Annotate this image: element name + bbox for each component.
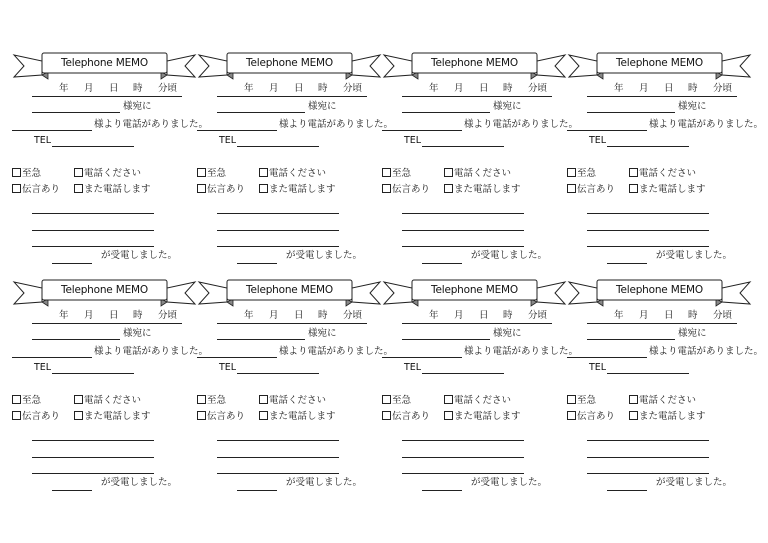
option-message: 伝言あり [382, 184, 430, 196]
tel-label: TEL [34, 362, 52, 373]
caller-suffix: 様より電話がありました。 [279, 119, 394, 130]
checkbox-icon [629, 184, 638, 193]
receiver-suffix: が受電しました。 [101, 477, 178, 488]
telephone-memo-card [382, 50, 579, 261]
checkbox-icon [197, 168, 206, 177]
hour-label: 時 [503, 310, 513, 321]
tel-label: TEL [34, 135, 52, 146]
checkbox-icon [259, 395, 268, 404]
caller-line [12, 357, 92, 358]
checkbox-icon [382, 168, 391, 177]
message-line-3 [32, 473, 154, 474]
message-line-2 [402, 230, 524, 231]
checkbox-icon [382, 411, 391, 420]
recipient-line [32, 112, 120, 113]
message-line-3 [402, 473, 524, 474]
caller-line [197, 357, 277, 358]
day-label: 日 [294, 310, 304, 321]
checkbox-icon [197, 411, 206, 420]
checkbox-icon [74, 184, 83, 193]
option-message: 伝言あり [197, 184, 245, 196]
memo-title: Telephone MEMO [246, 57, 333, 69]
message-line-2 [32, 230, 154, 231]
tel-line [237, 146, 319, 147]
receiver-line [237, 263, 277, 264]
checkbox-icon [444, 395, 453, 404]
option-will-call-again: また電話します [444, 184, 521, 196]
hour-label: 時 [688, 310, 698, 321]
checkbox-icon [12, 184, 21, 193]
checkbox-icon [567, 168, 576, 177]
checkbox-icon [74, 411, 83, 420]
option-call-back: 電話ください [74, 168, 141, 180]
day-label: 日 [479, 83, 489, 94]
checkbox-icon [444, 168, 453, 177]
month-label: 月 [639, 83, 649, 94]
caller-suffix: 様より電話がありました。 [649, 346, 764, 357]
message-line-3 [217, 473, 339, 474]
option-urgent: 至急 [12, 395, 41, 407]
title-ribbon [567, 277, 752, 309]
year-label: 年 [244, 83, 254, 94]
message-line-2 [32, 457, 154, 458]
receiver-line [237, 490, 277, 491]
message-line-3 [402, 246, 524, 247]
checkbox-icon [12, 411, 21, 420]
date-line [217, 323, 367, 324]
checkbox-icon [382, 395, 391, 404]
option-call-back: 電話ください [629, 395, 696, 407]
recipient-suffix: 様宛に [493, 101, 522, 112]
tel-line [52, 146, 134, 147]
year-label: 年 [244, 310, 254, 321]
title-ribbon [197, 277, 382, 309]
telephone-memo-card [197, 277, 394, 488]
checkbox-icon [74, 168, 83, 177]
memo-title: Telephone MEMO [616, 284, 703, 296]
tel-line [422, 146, 504, 147]
caller-line [12, 130, 92, 131]
tel-label: TEL [404, 135, 422, 146]
message-line-1 [32, 213, 154, 214]
option-will-call-again: また電話します [74, 184, 151, 196]
option-message: 伝言あり [12, 184, 60, 196]
day-label: 日 [109, 83, 119, 94]
date-line [32, 96, 182, 97]
tel-line [237, 373, 319, 374]
day-label: 日 [479, 310, 489, 321]
year-label: 年 [59, 310, 69, 321]
option-urgent: 至急 [567, 168, 596, 180]
receiver-suffix: が受電しました。 [656, 477, 733, 488]
recipient-suffix: 様宛に [308, 328, 337, 339]
message-line-2 [217, 457, 339, 458]
caller-line [567, 130, 647, 131]
hour-label: 時 [318, 310, 328, 321]
year-label: 年 [429, 83, 439, 94]
option-call-back: 電話ください [629, 168, 696, 180]
year-label: 年 [614, 310, 624, 321]
receiver-line [52, 490, 92, 491]
memo-title: Telephone MEMO [431, 57, 518, 69]
telephone-memo-card [12, 277, 209, 488]
telephone-memo-card [382, 277, 579, 488]
caller-suffix: 様より電話がありました。 [94, 119, 209, 130]
message-line-2 [587, 230, 709, 231]
tel-line [52, 373, 134, 374]
option-will-call-again: また電話します [259, 184, 336, 196]
receiver-suffix: が受電しました。 [286, 477, 363, 488]
minute-label: 分頃 [713, 83, 733, 94]
title-ribbon [197, 50, 382, 82]
checkbox-icon [259, 411, 268, 420]
date-line [217, 96, 367, 97]
message-line-1 [32, 440, 154, 441]
hour-label: 時 [688, 83, 698, 94]
checkbox-icon [629, 168, 638, 177]
recipient-suffix: 様宛に [678, 328, 707, 339]
receiver-line [52, 263, 92, 264]
minute-label: 分頃 [158, 310, 178, 321]
checkbox-icon [629, 411, 638, 420]
checkbox-icon [444, 411, 453, 420]
option-urgent: 至急 [12, 168, 41, 180]
caller-line [382, 130, 462, 131]
option-call-back: 電話ください [444, 395, 511, 407]
caller-suffix: 様より電話がありました。 [279, 346, 394, 357]
receiver-suffix: が受電しました。 [471, 250, 548, 261]
message-line-1 [587, 440, 709, 441]
recipient-suffix: 様宛に [308, 101, 337, 112]
memo-title: Telephone MEMO [616, 57, 703, 69]
message-line-3 [32, 246, 154, 247]
message-line-2 [217, 230, 339, 231]
year-label: 年 [429, 310, 439, 321]
checkbox-icon [197, 395, 206, 404]
message-line-1 [402, 440, 524, 441]
telephone-memo-card [567, 50, 764, 261]
receiver-suffix: が受電しました。 [286, 250, 363, 261]
recipient-line [587, 112, 675, 113]
recipient-line [32, 339, 120, 340]
tel-line [422, 373, 504, 374]
receiver-suffix: が受電しました。 [656, 250, 733, 261]
option-call-back: 電話ください [74, 395, 141, 407]
hour-label: 時 [318, 83, 328, 94]
receiver-line [422, 490, 462, 491]
message-line-3 [587, 246, 709, 247]
message-line-3 [217, 246, 339, 247]
date-line [587, 323, 737, 324]
day-label: 日 [664, 83, 674, 94]
tel-label: TEL [404, 362, 422, 373]
recipient-suffix: 様宛に [678, 101, 707, 112]
option-message: 伝言あり [567, 184, 615, 196]
title-ribbon [382, 277, 567, 309]
date-line [32, 323, 182, 324]
recipient-line [402, 339, 490, 340]
message-line-1 [402, 213, 524, 214]
minute-label: 分頃 [158, 83, 178, 94]
date-line [402, 96, 552, 97]
date-line [402, 323, 552, 324]
message-line-3 [587, 473, 709, 474]
checkbox-icon [444, 184, 453, 193]
date-line [587, 96, 737, 97]
caller-line [567, 357, 647, 358]
option-will-call-again: また電話します [74, 411, 151, 423]
caller-suffix: 様より電話がありました。 [649, 119, 764, 130]
memo-title: Telephone MEMO [61, 284, 148, 296]
option-call-back: 電話ください [444, 168, 511, 180]
message-line-2 [402, 457, 524, 458]
hour-label: 時 [503, 83, 513, 94]
checkbox-icon [74, 395, 83, 404]
memo-title: Telephone MEMO [246, 284, 333, 296]
caller-suffix: 様より電話がありました。 [464, 119, 579, 130]
caller-suffix: 様より電話がありました。 [94, 346, 209, 357]
checkbox-icon [567, 184, 576, 193]
tel-label: TEL [219, 362, 237, 373]
receiver-line [607, 263, 647, 264]
minute-label: 分頃 [343, 83, 363, 94]
option-urgent: 至急 [382, 395, 411, 407]
checkbox-icon [567, 411, 576, 420]
option-message: 伝言あり [12, 411, 60, 423]
month-label: 月 [269, 83, 279, 94]
tel-line [607, 373, 689, 374]
month-label: 月 [269, 310, 279, 321]
message-line-1 [217, 213, 339, 214]
caller-line [382, 357, 462, 358]
day-label: 日 [294, 83, 304, 94]
telephone-memo-card [12, 50, 209, 261]
receiver-suffix: が受電しました。 [471, 477, 548, 488]
message-line-2 [587, 457, 709, 458]
month-label: 月 [454, 310, 464, 321]
option-message: 伝言あり [567, 411, 615, 423]
option-will-call-again: また電話します [444, 411, 521, 423]
recipient-line [402, 112, 490, 113]
telephone-memo-card [567, 277, 764, 488]
option-will-call-again: また電話します [629, 184, 706, 196]
title-ribbon [12, 277, 197, 309]
recipient-suffix: 様宛に [123, 101, 152, 112]
tel-label: TEL [589, 362, 607, 373]
memo-title: Telephone MEMO [431, 284, 518, 296]
title-ribbon [12, 50, 197, 82]
title-ribbon [382, 50, 567, 82]
checkbox-icon [382, 184, 391, 193]
day-label: 日 [109, 310, 119, 321]
day-label: 日 [664, 310, 674, 321]
minute-label: 分頃 [528, 83, 548, 94]
checkbox-icon [12, 168, 21, 177]
year-label: 年 [614, 83, 624, 94]
receiver-line [422, 263, 462, 264]
checkbox-icon [259, 184, 268, 193]
minute-label: 分頃 [343, 310, 363, 321]
recipient-line [217, 339, 305, 340]
minute-label: 分頃 [528, 310, 548, 321]
month-label: 月 [454, 83, 464, 94]
option-will-call-again: また電話します [629, 411, 706, 423]
option-call-back: 電話ください [259, 395, 326, 407]
recipient-line [217, 112, 305, 113]
checkbox-icon [12, 395, 21, 404]
hour-label: 時 [133, 83, 143, 94]
recipient-suffix: 様宛に [123, 328, 152, 339]
option-urgent: 至急 [567, 395, 596, 407]
tel-label: TEL [219, 135, 237, 146]
option-urgent: 至急 [382, 168, 411, 180]
month-label: 月 [84, 83, 94, 94]
tel-line [607, 146, 689, 147]
hour-label: 時 [133, 310, 143, 321]
checkbox-icon [629, 395, 638, 404]
tel-label: TEL [589, 135, 607, 146]
telephone-memo-card [197, 50, 394, 261]
option-urgent: 至急 [197, 395, 226, 407]
receiver-suffix: が受電しました。 [101, 250, 178, 261]
recipient-line [587, 339, 675, 340]
title-ribbon [567, 50, 752, 82]
receiver-line [607, 490, 647, 491]
recipient-suffix: 様宛に [493, 328, 522, 339]
option-call-back: 電話ください [259, 168, 326, 180]
option-message: 伝言あり [197, 411, 245, 423]
caller-suffix: 様より電話がありました。 [464, 346, 579, 357]
message-line-1 [217, 440, 339, 441]
message-line-1 [587, 213, 709, 214]
caller-line [197, 130, 277, 131]
checkbox-icon [197, 184, 206, 193]
month-label: 月 [84, 310, 94, 321]
month-label: 月 [639, 310, 649, 321]
minute-label: 分頃 [713, 310, 733, 321]
checkbox-icon [567, 395, 576, 404]
option-will-call-again: また電話します [259, 411, 336, 423]
memo-title: Telephone MEMO [61, 57, 148, 69]
option-message: 伝言あり [382, 411, 430, 423]
option-urgent: 至急 [197, 168, 226, 180]
year-label: 年 [59, 83, 69, 94]
checkbox-icon [259, 168, 268, 177]
